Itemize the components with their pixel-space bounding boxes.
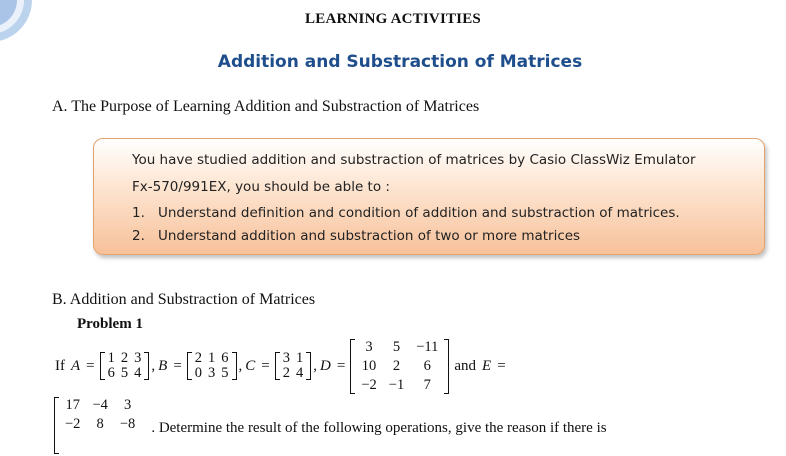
matrix-cell: 8 <box>96 416 104 432</box>
matrix-d <box>350 338 449 395</box>
matrix-d-name: D <box>320 357 331 374</box>
matrix-cell: 0 <box>194 365 203 381</box>
equals-sign: = <box>173 357 182 374</box>
matrix-cell: 4 <box>296 365 304 381</box>
matrix-b <box>187 351 237 381</box>
matrix-cell: 3 <box>134 350 142 366</box>
instruction-text: . Determine the result of the following operations, give the reason if there is <box>151 420 607 436</box>
list-number: 1. <box>132 205 145 221</box>
matrix-a-name: A <box>71 357 81 374</box>
matrix-cell: 1 <box>296 350 304 366</box>
equals-sign: = <box>497 357 506 374</box>
matrix-cell: 2 <box>120 350 129 366</box>
section-a-heading: A. The Purpose of Learning Addition and Substraction of Matrices <box>52 98 480 115</box>
matrix-cell: 1 <box>208 350 216 366</box>
matrix-cell: −11 <box>416 338 439 355</box>
matrix-grid <box>192 351 232 381</box>
matrix-cell: 3 <box>123 397 132 413</box>
matrix-cell: −2 <box>361 376 377 393</box>
matrix-e-line <box>52 396 610 456</box>
matrix-cell: −1 <box>388 376 405 393</box>
matrix-grid <box>59 396 141 434</box>
matrix-row <box>105 366 145 381</box>
matrix-cell: 4 <box>134 365 142 381</box>
matrix-row <box>192 351 232 366</box>
matrix-row <box>355 338 444 357</box>
matrix-cell: 2 <box>392 357 401 374</box>
matrix-cell: 2 <box>194 350 203 366</box>
matrix-row <box>355 376 444 395</box>
matrix-cell: 3 <box>365 338 373 355</box>
matrix-definition-line <box>52 337 509 395</box>
matrix-row <box>192 366 232 381</box>
matrix-cell: 17 <box>65 397 80 413</box>
learning-purpose-box <box>93 138 765 255</box>
problem-label: Problem 1 <box>77 316 143 332</box>
matrix-cell: 5 <box>392 338 401 355</box>
equals-sign: = <box>336 357 346 374</box>
matrix-cell: −2 <box>65 416 81 432</box>
matrix-cell: 3 <box>282 350 291 366</box>
comma: , <box>238 357 243 374</box>
comma: , <box>151 357 156 374</box>
and-text: and <box>454 357 477 374</box>
section-subtitle: Addition and Substraction of Matrices <box>217 52 583 72</box>
matrix-row <box>355 357 444 376</box>
equals-sign: = <box>86 357 95 374</box>
matrix-c-name: C <box>245 357 256 374</box>
matrix-row <box>280 366 307 381</box>
matrix-e <box>54 396 146 434</box>
matrix-cell: 6 <box>221 350 229 366</box>
if-label: If <box>55 357 65 374</box>
matrix-row <box>59 415 141 434</box>
comma: , <box>313 357 318 374</box>
matrix-grid <box>355 338 444 395</box>
matrix-cell: 3 <box>208 365 216 381</box>
matrix-grid <box>105 351 145 381</box>
list-text: Understand definition and condition of addition and substraction of matrices. <box>158 205 680 221</box>
matrix-cell: 5 <box>120 365 129 381</box>
matrix-cell: 6 <box>423 357 431 374</box>
list-text: Understand addition and substraction of two or more matrices <box>158 228 581 244</box>
list-number: 2. <box>132 228 145 244</box>
matrix-cell: −4 <box>92 397 108 413</box>
purpose-list-item <box>132 205 680 221</box>
matrix-grid <box>280 351 307 381</box>
matrix-cell: 2 <box>282 365 291 381</box>
matrix-a <box>100 351 150 381</box>
page-heading: LEARNING ACTIVITIES <box>305 11 481 27</box>
matrix-e-name: E <box>482 357 492 374</box>
matrix-row <box>280 351 307 366</box>
equals-sign: = <box>261 357 270 374</box>
matrix-cell: 5 <box>221 365 229 381</box>
matrix-cell: −8 <box>119 416 136 432</box>
purpose-intro-line-1: You have studied addition and substraction of matrices by Casio ClassWiz Emulator <box>132 152 696 168</box>
matrix-row <box>59 396 141 415</box>
matrix-cell: 6 <box>107 365 115 381</box>
matrix-cell: 7 <box>423 376 431 393</box>
matrix-row <box>105 351 145 366</box>
purpose-intro-line-2: Fx-570/991EX, you should be able to : <box>132 179 390 195</box>
matrix-c <box>275 351 312 381</box>
matrix-b-name: B <box>158 357 168 374</box>
matrix-cell: 1 <box>107 350 115 366</box>
purpose-list-item <box>132 228 580 244</box>
matrix-cell: 10 <box>361 357 377 374</box>
section-b-heading: B. Addition and Substraction of Matrices <box>52 291 316 308</box>
